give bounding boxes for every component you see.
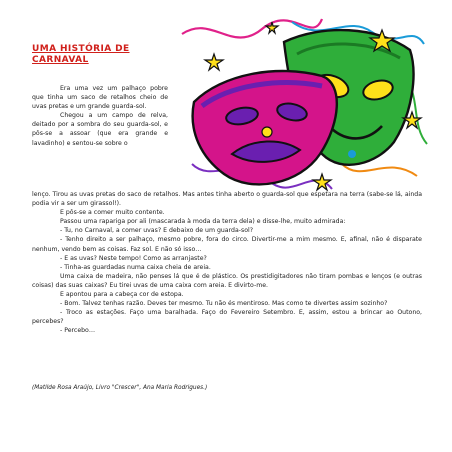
paragraph: E pôs-se a comer muito contente.	[60, 209, 165, 217]
story-text-wide	[32, 190, 422, 336]
paragraph: E apontou para a cabeça cor de estopa.	[60, 291, 184, 299]
paragraph: Passou uma rapariga por ali (mascarada à moda da terra dela) e disse-lhe, muito admirada:	[60, 218, 346, 226]
paragraph: - Tinha-as guardadas numa caixa cheia de areia.	[60, 263, 211, 271]
paragraph: - Troco as estações. Faço uma baralhada. Faço do Fevereiro Setembro. E, assim, estou a brincar ao Outono, percebes?	[32, 309, 422, 326]
carnival-masks-illustration	[172, 14, 430, 200]
pink-mask-icon	[193, 71, 337, 184]
paragraph: Chegou a um campo de relva, deitado por a sombra do seu guarda-sol, e pôs-se a assoar (que era grande e lavadinho) e sentou-se sobre o	[32, 112, 168, 147]
paragraph: - Tu, no Carnaval, a comer uvas? E debaixo de um guarda-sol?	[60, 227, 254, 235]
paragraph: Uma caixa de madeira, não penses lá que é de plástico. Os prestidigitadores não tiram pombas e lenços (e outras coisas) das suas caixas? Eu tirei uvas de uma caixa com areia. E divirto-me.	[32, 272, 422, 289]
paragraph: - Tenho direito a ser palhaço, mesmo pobre, fora do circo. Divertir-me a mim mesmo. E, afinal, não é disparate nenhum, vendo bem as coisas. Faz sol. E não só isso…	[32, 236, 422, 253]
paragraph: - Bom. Talvez tenhas razão. Deves ter mesmo. Tu não és mentiroso. Mas como te divertes assim sozinho?	[60, 300, 388, 308]
citation: (Matilde Rosa Araújo, Livro "Crescer", Ana Maria Rodrigues.)	[32, 385, 208, 391]
paragraph: lenço. Tirou as uvas pretas do saco de retalhos. Mas antes tinha aberto o guarda-sol que espetara na terra (sabe-se lá, ainda podia vir a ser um girassol!).	[32, 191, 422, 208]
paragraph: Era uma vez um palhaço pobre que tinha um saco de retalhos cheio de uvas pretas e um grande guarda-sol.	[32, 85, 168, 111]
paragraph: - E as uvas? Neste tempo! Como as arranjaste?	[60, 254, 207, 262]
story-text-narrow	[32, 84, 168, 148]
story-title: UMA HISTÓRIA DE CARNAVAL	[32, 44, 130, 65]
paragraph: - Percebo…	[60, 327, 96, 335]
